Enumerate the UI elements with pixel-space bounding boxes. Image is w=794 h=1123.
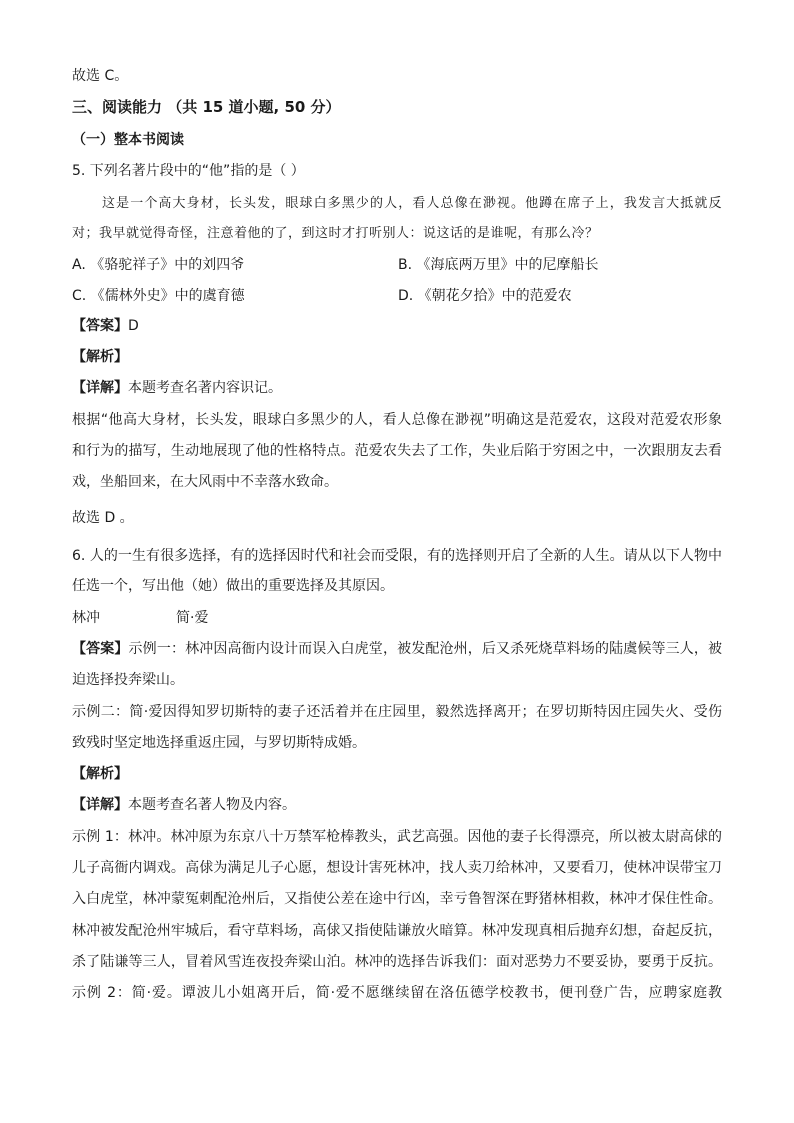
q6-answer-line-2: 迫选择投奔梁山。: [72, 672, 184, 688]
q5-quote-line-1: 这是一个高大身材，长头发，眼球白多黑少的人，看人总像在渺视。他蹲在席子上，我发言大抵就反: [102, 196, 722, 211]
q6-stem-line-1: 6. 人的一生有很多选择，有的选择因时代和社会而受限，有的选择则开启了全新的人生。请从以下人物中: [72, 548, 722, 564]
q6-detail-tag: 【详解】: [72, 797, 128, 813]
q5-option-d: D. 《朝花夕拾》中的范爱农: [398, 288, 572, 304]
q5-explain-line-2: 和行为的描写，生动地展现了他的性格特点。范爱农失去了工作，失业后陷于穷困之中，一次跟朋友去看: [72, 443, 722, 459]
q6-example1-line-5: 杀了陆谦等三人，冒着风雪连夜投奔梁山泊。林冲的选择告诉我们：面对恶势力不要妥协，要勇于反抗。: [72, 954, 722, 970]
q5-option-c: C. 《儒林外史》中的虞育德: [72, 288, 245, 304]
q6-example1-line-4: 林冲被发配沧州牢城后，看守草料场，高俅又指使陆谦放火暗算。林冲发现真相后抛弃幻想，奋起反抗，: [72, 923, 722, 939]
q5-analysis-tag: 【解析】: [72, 349, 128, 365]
previous-conclusion: 故选 C。: [72, 68, 129, 84]
q5-explain-line-1: 根据“他高大身材，长头发，眼球白多黑少的人，看人总像在渺视”明确这是范爱农，这段对范爱农形象: [72, 412, 722, 428]
q5-option-b: B. 《海底两万里》中的尼摩船长: [398, 257, 599, 273]
q6-choice-jane-eyre: 简·爱: [176, 610, 209, 626]
q5-explain-line-3: 戏，坐船回来，在大风雨中不幸落水致命。: [72, 474, 338, 490]
q6-example1-line-3: 入白虎堂，林冲蒙冤刺配沧州后，又指使公差在途中行凶，幸亏鲁智深在野猪林相救，林冲才保住性命。: [72, 891, 722, 907]
q5-answer-value: D: [128, 318, 139, 334]
q6-answer-line-4: 致残时坚定地选择重返庄园，与罗切斯特成婚。: [72, 735, 366, 751]
q5-conclusion: 故选 D 。: [72, 510, 134, 526]
q6-detail: [72, 795, 296, 815]
q6-example1-line-2: 儿子高衙内调戏。高俅为满足儿子心愿，想设计害死林冲，找人卖刀给林冲，又要看刀，使林冲误带宝刀: [72, 860, 722, 876]
q6-answer-line-3: 示例二：简·爱因得知罗切斯特的妻子还活着并在庄园里，毅然选择离开；在罗切斯特因庄园失火、受伤: [72, 704, 722, 720]
q6-analysis-tag: 【解析】: [72, 766, 128, 782]
q5-answer-tag: 【答案】: [72, 318, 128, 334]
q6-answer-tag: 【答案】: [72, 641, 129, 657]
subsection-title: （一）整本书阅读: [72, 132, 184, 148]
q5-answer: [72, 316, 139, 336]
q6-answer-line-1: [72, 639, 722, 659]
q5-detail-tag: 【详解】: [72, 380, 128, 396]
q6-detail-intro: 本题考查名著人物及内容。: [128, 797, 296, 813]
q5-detail-intro: 本题考查名著内容识记。: [128, 380, 282, 396]
q5-option-a: A. 《骆驼祥子》中的刘四爷: [72, 257, 245, 273]
q6-choice-linchong: 林冲: [72, 610, 100, 626]
q6-example2-line-1: 示例 2：简·爱。谭波儿小姐离开后，简·爱不愿继续留在洛伍德学校教书，便刊登广告，应聘家庭教: [72, 985, 722, 1001]
q5-quote-line-2: 对；我早就觉得奇怪，注意着他的了，到这时才打听别人：说这话的是谁呢，有那么冷？: [72, 226, 599, 241]
q5-detail: [72, 378, 282, 398]
section-title: 三、阅读能力 （共 15 道小题, 50 分）: [72, 98, 341, 116]
q6-stem-line-2: 任选一个，写出他（她）做出的重要选择及其原因。: [72, 578, 394, 594]
q5-stem: 5. 下列名著片段中的“他”指的是（ ）: [72, 163, 305, 179]
q6-example1-line-1: 示例 1：林冲。林冲原为东京八十万禁军枪棒教头，武艺高强。因他的妻子长得漂亮，所以被太尉高俅的: [72, 829, 722, 845]
q6-answer-text-1: 示例一：林冲因高衙内设计而误入白虎堂，被发配沧州，后又杀死烧草料场的陆虞候等三人，被: [128, 641, 723, 657]
